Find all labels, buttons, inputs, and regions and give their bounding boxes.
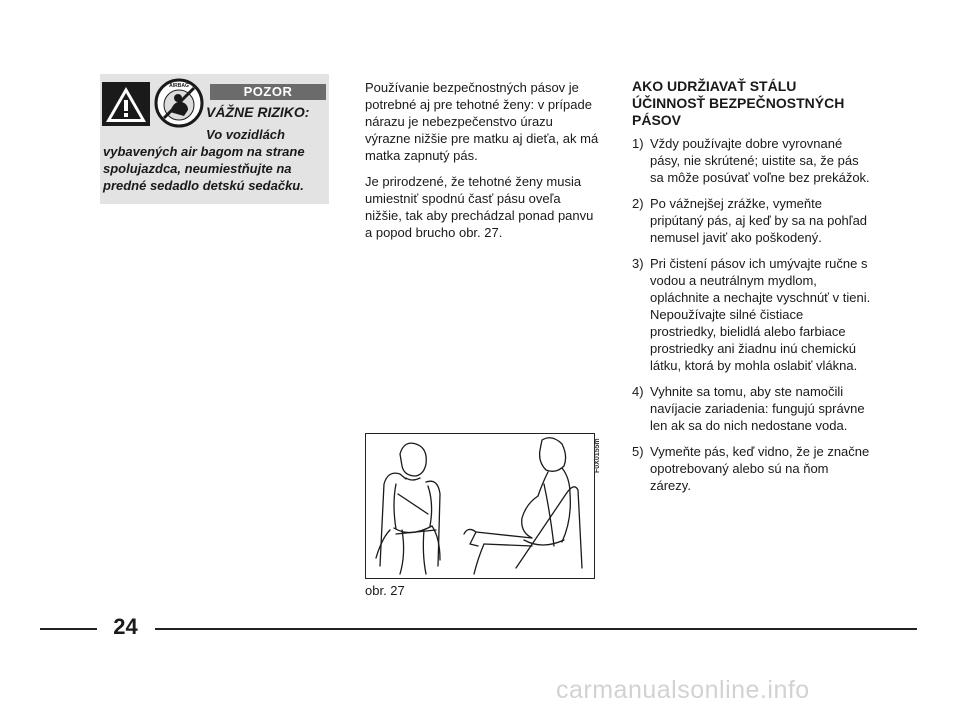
list-item [632,443,872,494]
seatbelt-figure [365,433,595,579]
paragraph-1: Používanie bezpečnostných pásov je potrebné aj pre tehotné ženy: v prípade nárazu je nebezpečenstvo úrazu výrazne nižšie pre matku aj dieťa, ak má matka zapnutý pás. [365,80,599,163]
warning-box [100,74,329,204]
list-item-text: Pri čistení pásov ich umývajte ručne s vodou a neutrálnym mydlom, opláchnite a nechajte vyschnúť v tieni. Nepoužívajte silné čistiace prostriedky, bielidlá alebo farbiace prostriedky ani žiadnu inú chemickú látku, ktorá by mohla oslabiť vlákna. [650,256,871,373]
no-child-seat-airbag-icon [154,78,204,128]
watermark: carmanualsonline.info [556,676,810,704]
list-item [632,255,872,374]
warning-triangle-icon [102,82,150,126]
figure-caption: obr. 27 [365,583,405,598]
figure-code: F0X0155m [594,438,601,473]
list-item [632,195,872,246]
list-item-text: Vymeňte pás, keď vidno, že je značne opotrebovaný alebo sú na ňom zárezy. [650,444,870,493]
footer-rule-left [40,628,97,630]
list-item-number: 1) [632,136,644,151]
footer-rule-right [155,628,917,630]
section-heading: AKO UDRŽIAVAŤ STÁLU ÚČINNOSŤ BEZPEČNOSTNÝCH PÁSOV [632,78,845,128]
warning-text-first-line: Vo vozidlách [206,127,285,142]
right-column [632,78,872,503]
list-item-number: 3) [632,256,644,271]
maintenance-list [632,135,872,494]
warning-title: VÁŽNE RIZIKO: [206,104,310,120]
warning-text-rest: vybavených air bagom na strane spolujazdca, neumiestňujte na predné sedadlo detskú sedačku. [103,144,305,193]
list-item-number: 2) [632,196,644,211]
list-item-number: 4) [632,384,644,399]
pozor-badge: POZOR [210,84,326,100]
page-number: 24 [113,614,138,639]
airbag-icon-label: AIRBAG [169,83,189,89]
pregnant-women-seatbelt-illustration [366,434,594,578]
list-item-text: Vždy používajte dobre vyrovnané pásy, nie skrútené; uistite sa, že pás sa môže posúvať voľne bez prekážok. [650,136,870,185]
list-item-number: 5) [632,444,644,459]
paragraph-2: Je prirodzené, že tehotné ženy musia umiestniť spodnú časť pásu oveľa nižšie, tak aby prechádzal ponad panvu a popod brucho obr. 27. [365,174,594,240]
list-item-text: Vyhnite sa tomu, aby ste namočili navíjacie zariadenia: fungujú správne len ak sa do nich nedostane voda. [650,384,865,433]
middle-column [365,79,600,250]
warning-text [103,126,329,194]
list-item-text: Po vážnejšej zrážke, vymeňte pripútaný pás, aj keď by sa na pohľad nemusel javiť ako poškodený. [650,196,868,245]
list-item [632,383,872,434]
list-item [632,135,872,186]
